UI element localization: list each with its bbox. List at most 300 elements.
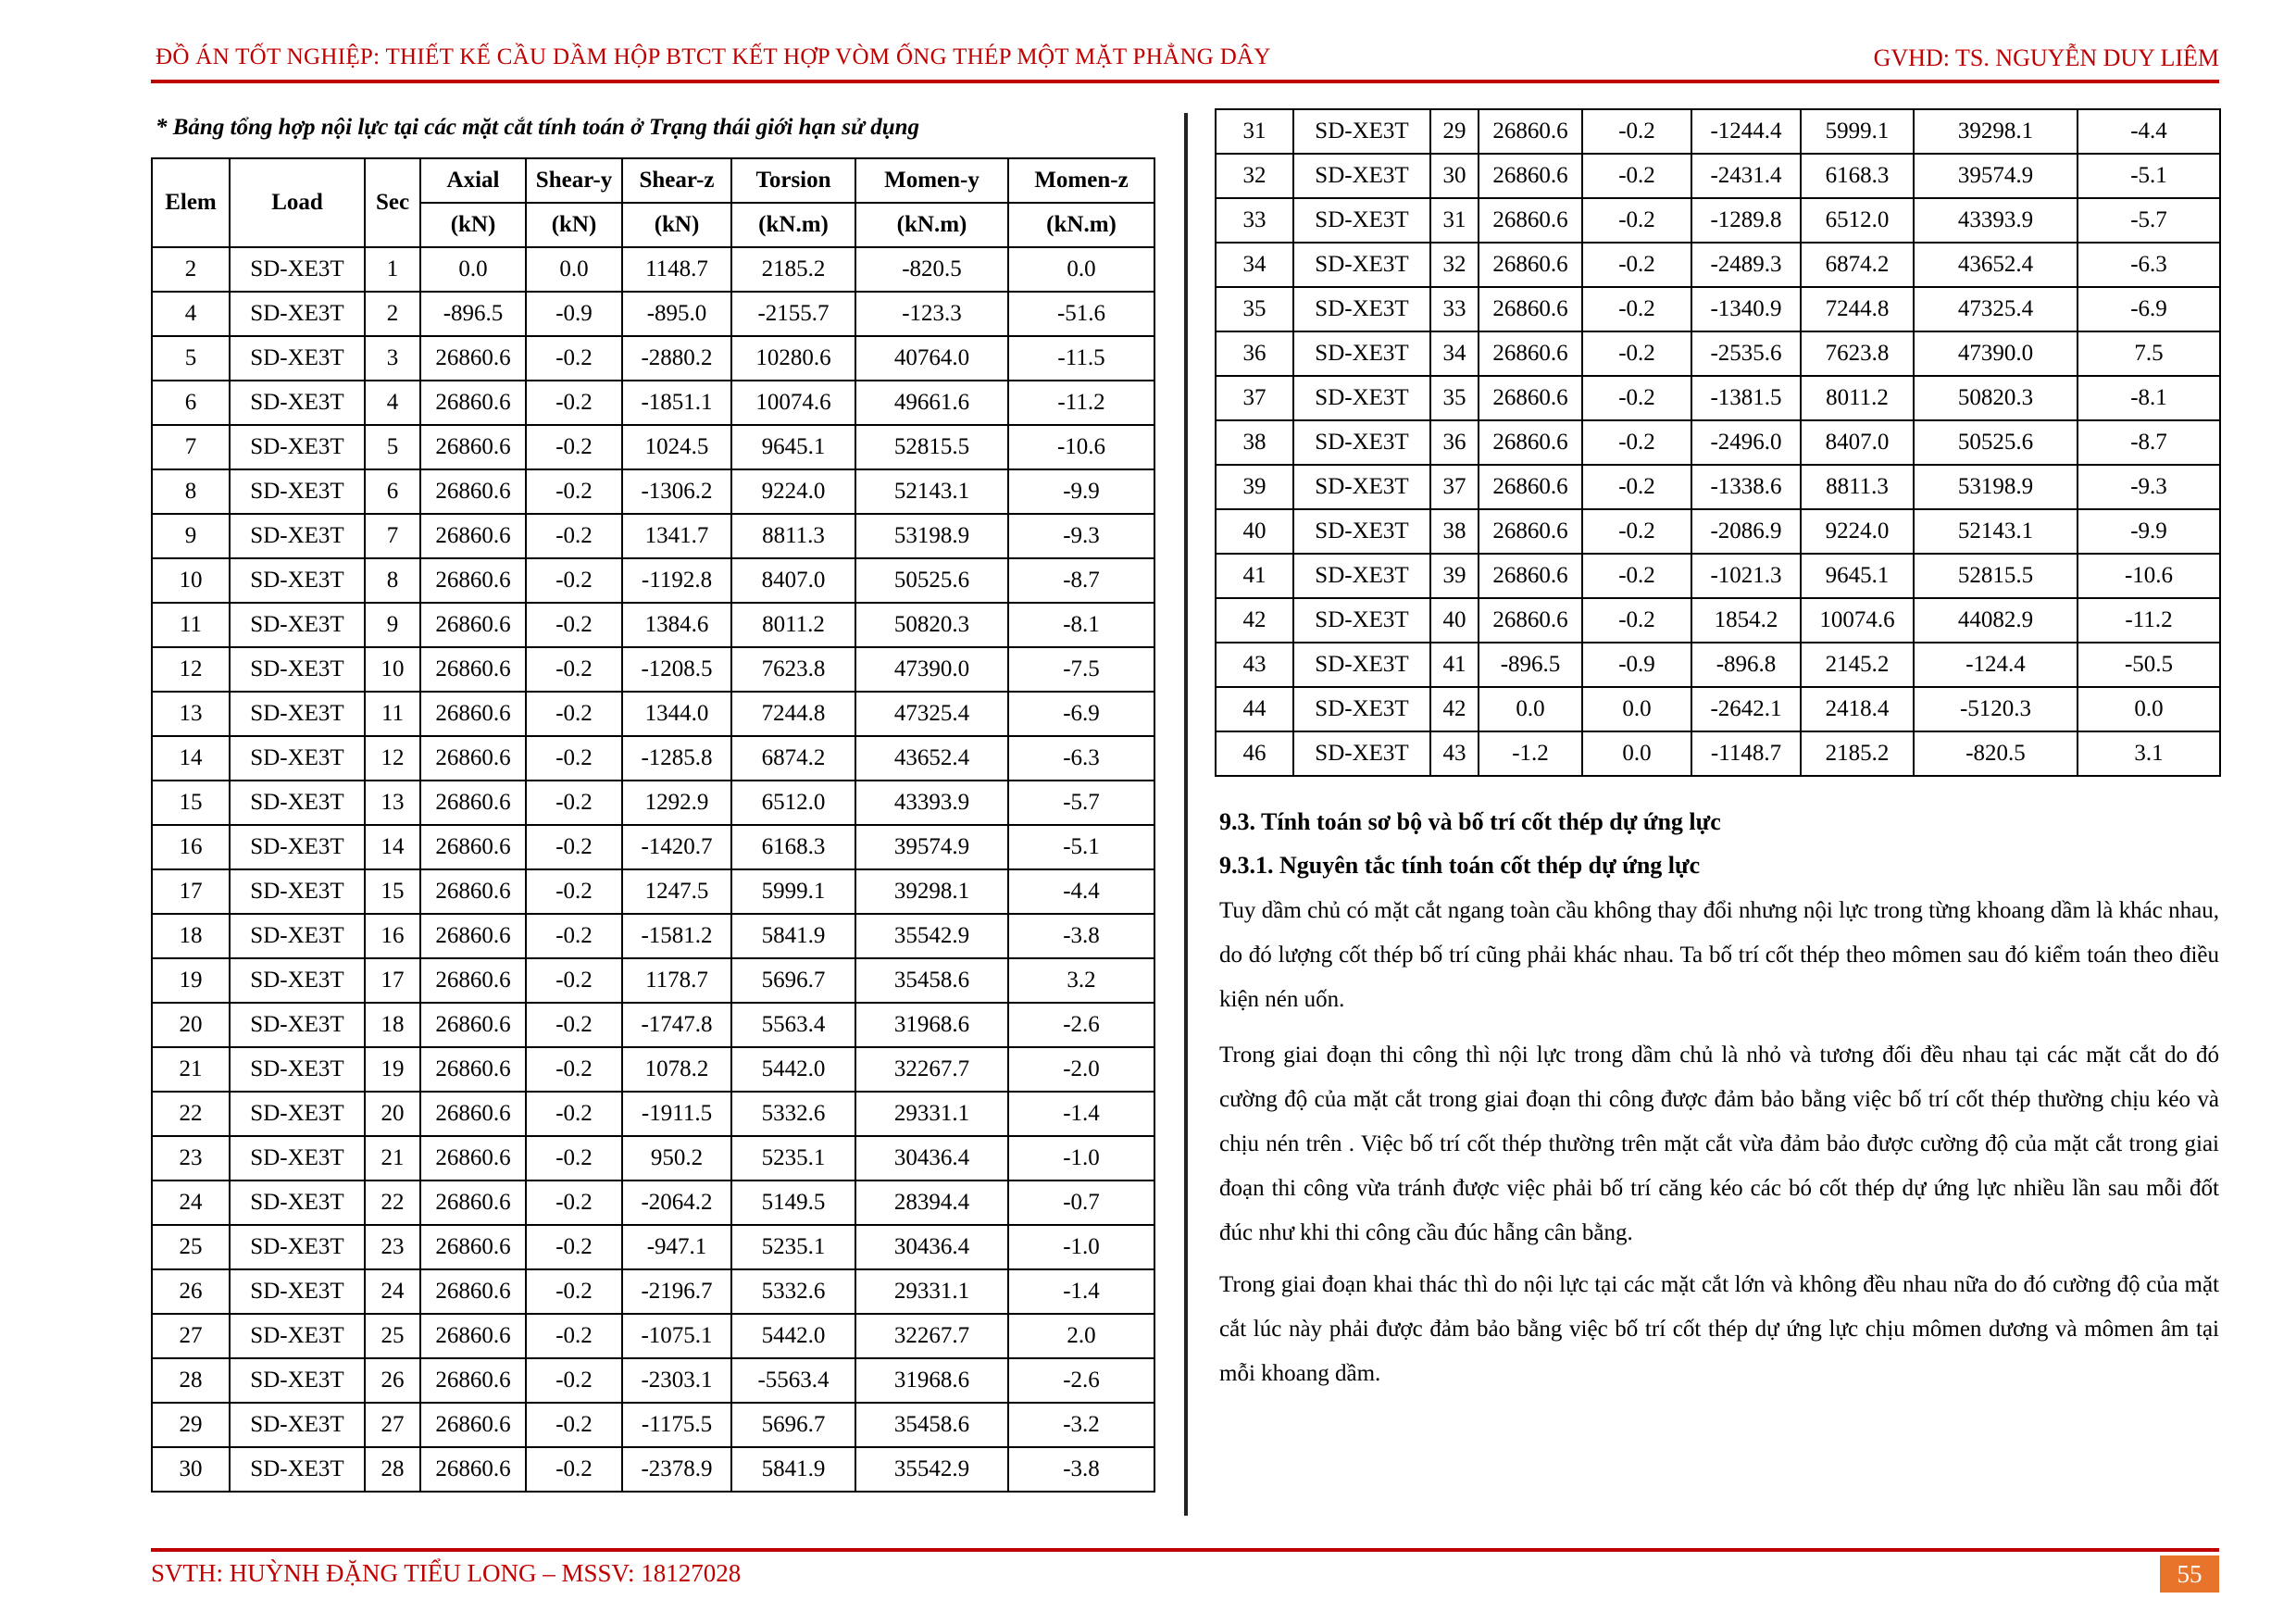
table-cell: 26860.6 [420,469,526,514]
table-cell: -51.6 [1008,292,1154,336]
table-cell: -2431.4 [1691,154,1801,198]
table-cell: SD-XE3T [1293,643,1430,687]
table-cell: 11 [365,692,420,736]
table-cell: 13 [365,781,420,825]
table-header-row [152,158,1154,203]
table-cell: 1344.0 [622,692,731,736]
table-cell: 26860.6 [420,514,526,558]
table-cell: 32267.7 [855,1047,1008,1092]
table-cell: -11.2 [1008,381,1154,425]
table-cell: 49661.6 [855,381,1008,425]
table-row [1216,598,2220,643]
table-cell: -5.7 [1008,781,1154,825]
table-row [152,514,1154,558]
table-cell: 26860.6 [1479,287,1582,331]
table-cell: -1340.9 [1691,287,1801,331]
table-cell: -0.2 [526,958,622,1003]
table-row [152,1314,1154,1358]
table-cell: 1854.2 [1691,598,1801,643]
table-cell: 7623.8 [1801,331,1914,376]
table-cell: 0.0 [1582,731,1691,776]
table-cell: 9 [365,603,420,647]
table-cell: -8.7 [2078,420,2220,465]
table-cell: 28394.4 [855,1181,1008,1225]
table-cell: 26860.6 [420,781,526,825]
table-cell: SD-XE3T [230,958,365,1003]
table-cell: 39 [1430,554,1479,598]
table-cell: -0.2 [526,1314,622,1358]
col-shear-z: Shear-z [622,158,731,203]
table-cell: SD-XE3T [230,1181,365,1225]
table-row [1216,198,2220,243]
table-cell: 34 [1216,243,1293,287]
table-cell: 26860.6 [420,425,526,469]
table-cell: 8 [152,469,230,514]
table-row [152,1403,1154,1447]
table-cell: -1289.8 [1691,198,1801,243]
table-cell: 22 [365,1181,420,1225]
internal-forces-table-left [151,157,1155,1493]
table-cell: -0.2 [526,603,622,647]
col-torsion: Torsion [731,158,855,203]
table-cell: -2.0 [1008,1047,1154,1092]
table-cell: -2086.9 [1691,509,1801,554]
table-cell: 17 [365,958,420,1003]
table-cell: -1021.3 [1691,554,1801,598]
table-row [1216,109,2220,154]
table-cell: 23 [365,1225,420,1269]
table-cell: -895.0 [622,292,731,336]
table-cell: 6512.0 [731,781,855,825]
table-cell: 5332.6 [731,1092,855,1136]
table-cell: 8407.0 [1801,420,1914,465]
table-cell: 1178.7 [622,958,731,1003]
table-cell: SD-XE3T [230,469,365,514]
table-cell: SD-XE3T [1293,331,1430,376]
table-cell: -0.2 [526,1003,622,1047]
col-sec: Sec [365,158,420,247]
table-cell: 0.0 [1479,687,1582,731]
col-shear-y: Shear-y [526,158,622,203]
table-cell: SD-XE3T [230,336,365,381]
table-cell: 5 [152,336,230,381]
table-cell: 21 [365,1136,420,1181]
table-cell: -1381.5 [1691,376,1801,420]
table-cell: 39 [1216,465,1293,509]
table-cell: -1851.1 [622,381,731,425]
table-cell: SD-XE3T [230,1092,365,1136]
table-cell: 40 [1216,509,1293,554]
table-cell: -1075.1 [622,1314,731,1358]
header-advisor: GVHD: TS. NGUYỄN DUY LIÊM [1873,44,2219,71]
table-cell: -2.6 [1008,1003,1154,1047]
table-cell: -0.2 [526,1092,622,1136]
table-cell: 6512.0 [1801,198,1914,243]
table-row [1216,420,2220,465]
table-row [1216,287,2220,331]
table-cell: 3.1 [2078,731,2220,776]
table-cell: -0.2 [526,1447,622,1492]
table-row [1216,687,2220,731]
table-cell: SD-XE3T [1293,420,1430,465]
table-cell: 26860.6 [420,914,526,958]
table-cell: -0.2 [526,1358,622,1403]
table-cell: -6.3 [1008,736,1154,781]
table-cell: 27 [152,1314,230,1358]
table-cell: 2185.2 [731,247,855,292]
table-cell: SD-XE3T [230,914,365,958]
table-cell: 47325.4 [1914,287,2078,331]
paragraph-1: Tuy dầm chủ có mặt cắt ngang toàn cầu không thay đổi nhưng nội lực trong từng khoang dầm là khác nhau, do đó lượng cốt thép bố trí cũng phải khác nhau. Ta bố trí cốt thép theo mômen sau đó kiểm toán theo điều kiện nén uốn. [1219,898,2219,1012]
table-cell: 53198.9 [855,514,1008,558]
table-cell: 25 [365,1314,420,1358]
table-cell: SD-XE3T [1293,731,1430,776]
table-cell: -0.2 [1582,420,1691,465]
table-cell: -0.2 [1582,198,1691,243]
header-divider [151,80,2219,83]
table-cell: 38 [1430,509,1479,554]
table-cell: SD-XE3T [230,1447,365,1492]
table-cell: -896.5 [1479,643,1582,687]
table-row [152,958,1154,1003]
table-cell: SD-XE3T [230,1003,365,1047]
table-cell: -1338.6 [1691,465,1801,509]
table-cell: -0.2 [1582,509,1691,554]
table-cell: -896.5 [420,292,526,336]
paragraph-3: Trong giai đoạn khai thác thì do nội lực tại các mặt cắt lớn và không đều nhau nữa do đó cường độ của mặt cắt lúc này phải được đảm bảo bằng việc bố trí cốt thép dự ứng lực chịu mômen dương và mômen âm tại mỗi khoang dầm. [1219,1272,2219,1386]
paragraph-2: Trong giai đoạn thi công thì nội lực trong dầm chủ là nhỏ và tương đối đều nhau tại các mặt cắt do đó cường độ của mặt cắt trong giai đoạn thi công được đảm bảo bằng việc bố trí cốt thép thường chịu kéo và chịu nén trên . Việc bố trí cốt thép thường trên mặt cắt vừa đảm bảo được cường độ của mặt cắt trong giai đoạn thi công vừa tránh được việc phải bố trí căng kéo các bó cốt thép dự ứng lực nhiều lần sau mỗi đốt đúc như khi thi công cầu đúc hẫng cân bằng. [1219,1043,2219,1245]
table-cell: 34 [1430,331,1479,376]
table-cell: 26860.6 [420,958,526,1003]
table-cell: 26860.6 [420,736,526,781]
table-cell: 26 [365,1358,420,1403]
table-cell: 5696.7 [731,1403,855,1447]
table-cell: 6168.3 [1801,154,1914,198]
table-cell: SD-XE3T [230,381,365,425]
table-cell: 5149.5 [731,1181,855,1225]
table-row [152,825,1154,869]
table-cell: SD-XE3T [230,1269,365,1314]
table-cell: SD-XE3T [1293,287,1430,331]
table-row [152,914,1154,958]
table-cell: SD-XE3T [230,247,365,292]
table-cell: -9.9 [2078,509,2220,554]
table-cell: 950.2 [622,1136,731,1181]
table-cell: 26860.6 [420,336,526,381]
table-cell: -0.2 [1582,243,1691,287]
table-cell: -0.2 [526,469,622,514]
table-cell: 47390.0 [1914,331,2078,376]
table-cell: 6168.3 [731,825,855,869]
table-cell: -2496.0 [1691,420,1801,465]
table-cell: 30436.4 [855,1136,1008,1181]
table-cell: 5442.0 [731,1047,855,1092]
table-cell: -4.4 [2078,109,2220,154]
table-cell: -1581.2 [622,914,731,958]
internal-forces-table-right [1215,108,2221,777]
table-cell: -0.2 [526,914,622,958]
table-cell: 1292.9 [622,781,731,825]
table-cell: 9645.1 [1801,554,1914,598]
table-cell: 2418.4 [1801,687,1914,731]
table-cell: 5563.4 [731,1003,855,1047]
table-cell: SD-XE3T [230,1136,365,1181]
page-number: 55 [2160,1555,2219,1593]
table-cell: -0.2 [1582,598,1691,643]
table-row [152,781,1154,825]
table-cell: -0.2 [526,736,622,781]
table-cell: 32 [1430,243,1479,287]
col-momen-y: Momen-y [855,158,1008,203]
table-cell: 26860.6 [420,558,526,603]
table-cell: -3.8 [1008,1447,1154,1492]
table-cell: 5235.1 [731,1225,855,1269]
table-cell: 12 [152,647,230,692]
table-cell: -0.2 [1582,331,1691,376]
table-row [152,1269,1154,1314]
table-cell: SD-XE3T [230,781,365,825]
unit-torsion: (kN.m) [731,203,855,247]
table-cell: 26860.6 [1479,243,1582,287]
table-row [152,1358,1154,1403]
table-cell: 47390.0 [855,647,1008,692]
table-cell: 8811.3 [1801,465,1914,509]
unit-momen-z: (kN.m) [1008,203,1154,247]
table-cell: 2185.2 [1801,731,1914,776]
table-row [152,1447,1154,1492]
table-cell: -0.2 [1582,465,1691,509]
table-cell: -0.2 [526,1181,622,1225]
table-cell: 9224.0 [731,469,855,514]
table-cell: 18 [365,1003,420,1047]
table-cell: SD-XE3T [1293,154,1430,198]
table-cell: 6874.2 [731,736,855,781]
table-cell: 0.0 [2078,687,2220,731]
table-cell: 35 [1430,376,1479,420]
table-cell: 4 [365,381,420,425]
table-cell: -3.2 [1008,1403,1154,1447]
unit-shear-z: (kN) [622,203,731,247]
unit-shear-y: (kN) [526,203,622,247]
table-cell: 26860.6 [1479,198,1582,243]
table-cell: 26860.6 [420,647,526,692]
table-cell: 50820.3 [855,603,1008,647]
table-row [152,869,1154,914]
table-cell: -1.0 [1008,1225,1154,1269]
table-cell: -820.5 [1914,731,2078,776]
table-cell: 5999.1 [731,869,855,914]
table-cell: 13 [152,692,230,736]
table-cell: 22 [152,1092,230,1136]
table-cell: -9.9 [1008,469,1154,514]
table-row [152,1181,1154,1225]
table-cell: 29331.1 [855,1092,1008,1136]
table-cell: 14 [152,736,230,781]
table-cell: -0.2 [1582,376,1691,420]
table-cell: 19 [365,1047,420,1092]
table-cell: 1148.7 [622,247,731,292]
table-cell: 9224.0 [1801,509,1914,554]
table-cell: -5120.3 [1914,687,2078,731]
table-cell: 52815.5 [855,425,1008,469]
table-cell: 44082.9 [1914,598,2078,643]
table-cell: 26860.6 [1479,598,1582,643]
table-cell: SD-XE3T [230,869,365,914]
table-cell: SD-XE3T [230,692,365,736]
table-cell: -0.9 [526,292,622,336]
table-cell: 26860.6 [1479,154,1582,198]
column-divider [1184,113,1188,1516]
table-row [1216,509,2220,554]
table-cell: 7.5 [2078,331,2220,376]
table-cell: 15 [152,781,230,825]
table-cell: 29331.1 [855,1269,1008,1314]
table-cell: -0.2 [1582,109,1691,154]
table-cell: 47325.4 [855,692,1008,736]
table-cell: 9 [152,514,230,558]
table-cell: -2.6 [1008,1358,1154,1403]
table-cell: 26860.6 [1479,509,1582,554]
table-cell: -1.4 [1008,1269,1154,1314]
table-cell: SD-XE3T [230,647,365,692]
table-cell: 52143.1 [855,469,1008,514]
table-cell: 20 [365,1092,420,1136]
table-cell: 10074.6 [1801,598,1914,643]
table-cell: 10 [365,647,420,692]
table-row [152,425,1154,469]
table-cell: 26860.6 [420,1314,526,1358]
table-cell: -1244.4 [1691,109,1801,154]
table-cell: -123.3 [855,292,1008,336]
table-cell: -1.2 [1479,731,1582,776]
table-row [152,558,1154,603]
subsection-heading: 9.3.1. Nguyên tắc tính toán cốt thép dự ứng lực [1219,852,1701,879]
table-cell: SD-XE3T [1293,376,1430,420]
table-cell: -1747.8 [622,1003,731,1047]
table-cell: 30 [1430,154,1479,198]
table-row [152,469,1154,514]
table-cell: 43 [1430,731,1479,776]
table-cell: -5563.4 [731,1358,855,1403]
table-cell: 5442.0 [731,1314,855,1358]
table-cell: 44 [1216,687,1293,731]
table-cell: 50820.3 [1914,376,2078,420]
table-cell: 16 [152,825,230,869]
table-cell: 12 [365,736,420,781]
table-cell: -5.1 [1008,825,1154,869]
table-cell: -947.1 [622,1225,731,1269]
table-cell: 1 [365,247,420,292]
table-cell: 43652.4 [855,736,1008,781]
table-cell: 6 [365,469,420,514]
table-cell: SD-XE3T [1293,198,1430,243]
table-cell: 10 [152,558,230,603]
table-cell: 26860.6 [420,1092,526,1136]
table-cell: 33 [1216,198,1293,243]
table-cell: -1175.5 [622,1403,731,1447]
table-cell: -0.2 [526,425,622,469]
table-cell: SD-XE3T [1293,109,1430,154]
table-cell: 37 [1430,465,1479,509]
table-cell: 30 [152,1447,230,1492]
table-cell: -8.1 [2078,376,2220,420]
table-cell: 20 [152,1003,230,1047]
table-cell: 31 [1216,109,1293,154]
table-cell: -1208.5 [622,647,731,692]
table-cell: SD-XE3T [230,1314,365,1358]
table-cell: SD-XE3T [1293,243,1430,287]
col-momen-z: Momen-z [1008,158,1154,203]
table-cell: -1911.5 [622,1092,731,1136]
table-cell: -820.5 [855,247,1008,292]
table-row [152,381,1154,425]
col-elem: Elem [152,158,230,247]
table-cell: 26860.6 [420,1136,526,1181]
table-cell: 26860.6 [1479,465,1582,509]
table-cell: 27 [365,1403,420,1447]
footer-divider [151,1548,2219,1552]
table-row [152,336,1154,381]
table-cell: 0.0 [1008,247,1154,292]
table-cell: 2145.2 [1801,643,1914,687]
table-cell: 8011.2 [731,603,855,647]
table-cell: 43 [1216,643,1293,687]
table-cell: -2378.9 [622,1447,731,1492]
table-cell: -0.2 [526,781,622,825]
table-cell: 26860.6 [1479,331,1582,376]
table-cell: 26860.6 [420,692,526,736]
table-cell: 7244.8 [1801,287,1914,331]
table-cell: SD-XE3T [230,1225,365,1269]
table-cell: 39574.9 [1914,154,2078,198]
table-cell: 7 [365,514,420,558]
table-cell: 24 [365,1269,420,1314]
table-cell: -0.2 [526,381,622,425]
table-cell: SD-XE3T [230,1358,365,1403]
table-cell: 8011.2 [1801,376,1914,420]
table-cell: 50525.6 [855,558,1008,603]
table-cell: -2155.7 [731,292,855,336]
table-row [152,1225,1154,1269]
table-cell: 46 [1216,731,1293,776]
table-cell: SD-XE3T [1293,687,1430,731]
table-cell: 5332.6 [731,1269,855,1314]
table-cell: 40 [1430,598,1479,643]
table-cell: 5841.9 [731,914,855,958]
table-cell: SD-XE3T [230,1047,365,1092]
table-cell: SD-XE3T [1293,509,1430,554]
table-cell: 18 [152,914,230,958]
table-cell: 26860.6 [420,1181,526,1225]
table-row [1216,154,2220,198]
header-title: ĐỒ ÁN TỐT NGHIỆP: THIẾT KẾ CẦU DẦM HỘP BTCT KẾT HỢP VÒM ỐNG THÉP MỘT MẶT PHẲNG DÂY [156,44,1271,69]
table-cell: -0.2 [526,692,622,736]
table-cell: 30436.4 [855,1225,1008,1269]
table-cell: 50525.6 [1914,420,2078,465]
table-row [152,647,1154,692]
table-cell: -1420.7 [622,825,731,869]
table-cell: 8407.0 [731,558,855,603]
table-cell: -10.6 [2078,554,2220,598]
table-row [1216,331,2220,376]
table-cell: 41 [1430,643,1479,687]
table-row [1216,465,2220,509]
table-cell: 52143.1 [1914,509,2078,554]
table-row [1216,243,2220,287]
unit-momen-y: (kN.m) [855,203,1008,247]
table-cell: -0.2 [526,1047,622,1092]
table-cell: 35458.6 [855,1403,1008,1447]
